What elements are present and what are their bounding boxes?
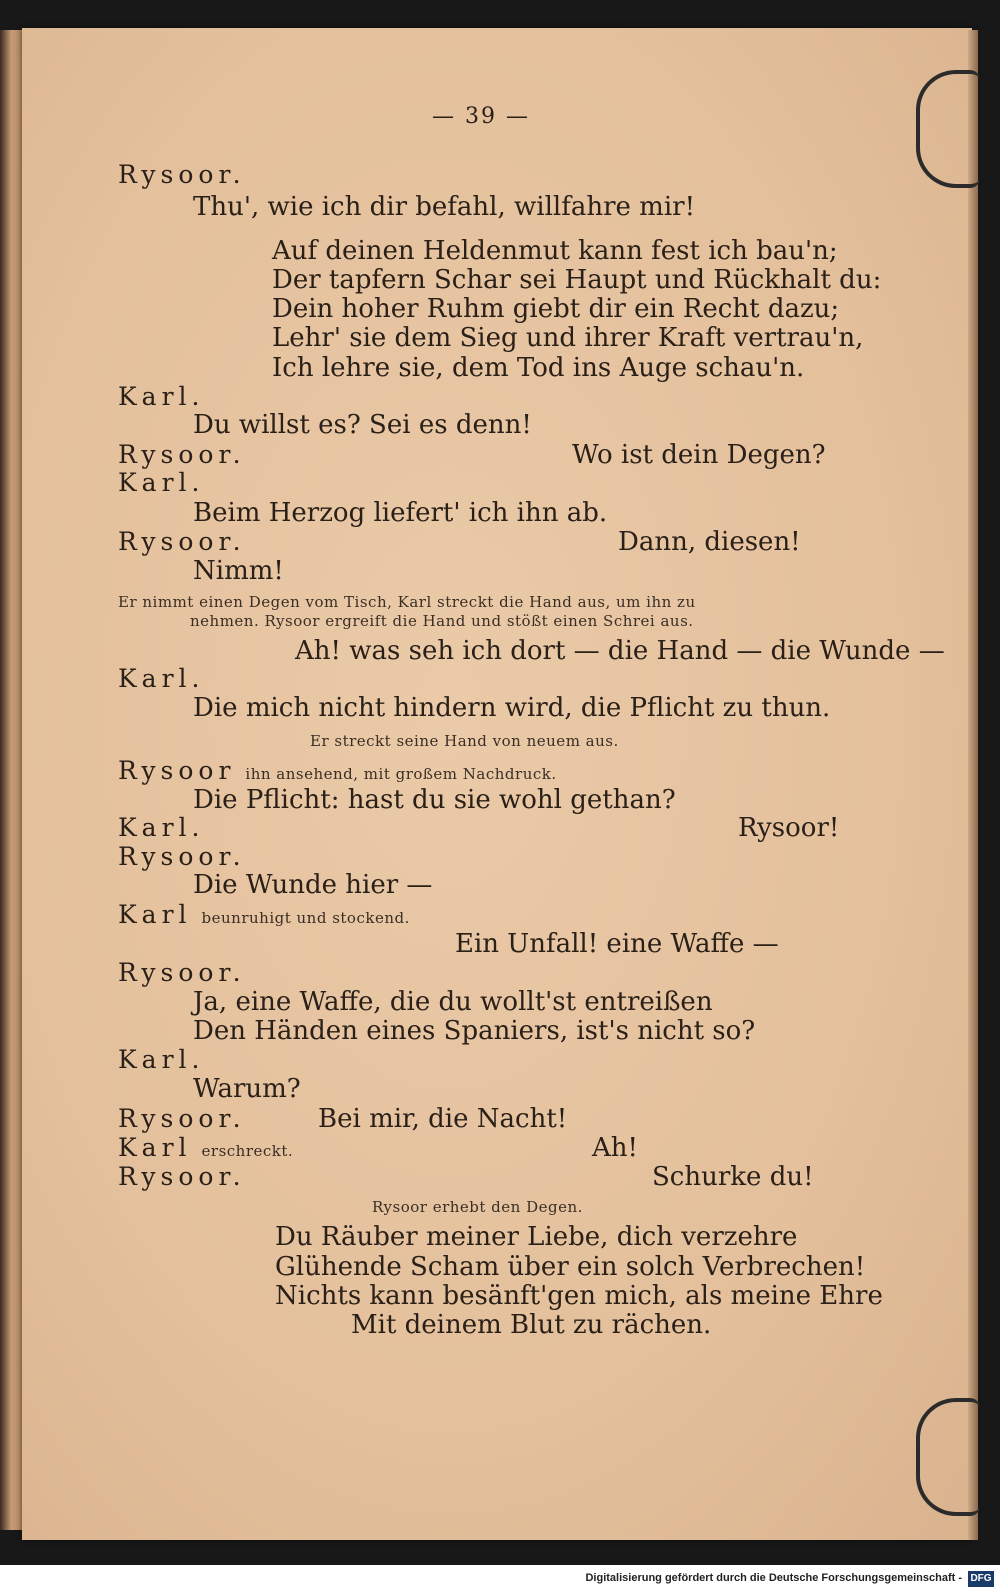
page-clip-bottom-icon [916,1398,980,1516]
speaker-label: Rysoor. [118,527,246,556]
stage-direction: Er streckt seine Hand von neuem aus. [310,732,619,750]
speaker-label: Rysoor. [118,1162,246,1191]
verse-line: Beim Herzog liefert' ich ihn ab. [193,498,608,528]
verse-line: Ein Unfall! eine Waffe — [455,929,779,959]
speaker-direction: beunruhigt und stockend. [201,909,410,927]
verse-line: Bei mir, die Nacht! [318,1104,568,1134]
speaker-direction: ihn ansehend, mit großem Nachdruck. [245,765,557,783]
dfg-logo: DFG [968,1571,994,1587]
speaker-label: Rysoor. [118,842,246,871]
speaker-label: Karl. [118,468,205,497]
speaker-label: Karl. [118,1045,205,1074]
footer-bar [0,1565,1000,1595]
verse-line: Ah! [592,1133,638,1163]
speaker-label: Rysoor. [118,958,246,987]
verse-line: Ja, eine Waffe, die du wollt'st entreißen [193,987,713,1017]
speaker-direction: erschreckt. [201,1142,294,1160]
page-clip-top-icon [916,70,980,188]
stage-direction: Rysoor erhebt den Degen. [372,1198,583,1216]
verse-line: Der tapfern Schar sei Haupt und Rückhalt du: [272,265,882,295]
verse-line: Glühende Scham über ein solch Verbrechen! [275,1252,866,1282]
verse-line: Lehr' sie dem Sieg und ihrer Kraft vertrau'n, [272,323,864,353]
stage-direction: Er nimmt einen Degen vom Tisch, Karl streckt die Hand aus, um ihn zu [118,593,696,611]
verse-line: Dann, diesen! [618,527,801,557]
verse-line: Warum? [193,1074,301,1104]
verse-line: Wo ist dein Degen? [572,440,826,470]
verse-line: Auf deinen Heldenmut kann fest ich bau'n; [272,236,838,266]
stage-direction: nehmen. Rysoor ergreift die Hand und stößt einen Schrei aus. [190,612,694,630]
footer-credit: Digitalisierung gefördert durch die Deutsche Forschungsgemeinschaft - [585,1572,962,1584]
verse-line: Die Wunde hier — [193,870,433,900]
page-number: — 39 — [432,104,530,129]
speaker-name: Karl [118,900,192,929]
verse-line: Nichts kann besänft'gen mich, als meine Ehre [275,1281,883,1311]
verse-line: Rysoor! [738,813,840,843]
verse-line: Du willst es? Sei es denn! [193,410,532,440]
page-right-edge [968,30,978,1540]
speaker-label: Rysoor. [118,1104,246,1133]
speaker-label: Karl. [118,813,205,842]
verse-line: Schurke du! [652,1162,814,1192]
verse-line: Die mich nicht hindern wird, die Pflicht zu thun. [193,693,831,723]
verse-line: Mit deinem Blut zu rächen. [351,1310,712,1340]
speaker-name: Rysoor [118,756,236,785]
speaker-label: Rysoor. [118,160,246,189]
verse-line: Thu', wie ich dir befahl, willfahre mir! [193,192,696,222]
speaker-label [118,756,557,785]
verse-line: Den Händen eines Spaniers, ist's nicht so? [193,1016,756,1046]
speaker-label: Karl. [118,382,205,411]
verse-line: Nimm! [193,556,284,586]
speaker-label [118,1133,293,1162]
speaker-label: Karl. [118,664,205,693]
verse-line: Dein hoher Ruhm giebt dir ein Recht dazu; [272,294,840,324]
verse-line: Du Räuber meiner Liebe, dich verzehre [275,1222,798,1252]
verse-line: Die Pflicht: hast du sie wohl gethan? [193,785,676,815]
speaker-label: Rysoor. [118,440,246,469]
verse-line: Ich lehre sie, dem Tod ins Auge schau'n. [272,353,805,383]
speaker-name: Karl [118,1133,192,1162]
speaker-label [118,900,410,929]
verse-line: Ah! was seh ich dort — die Hand — die Wunde — [295,636,945,666]
